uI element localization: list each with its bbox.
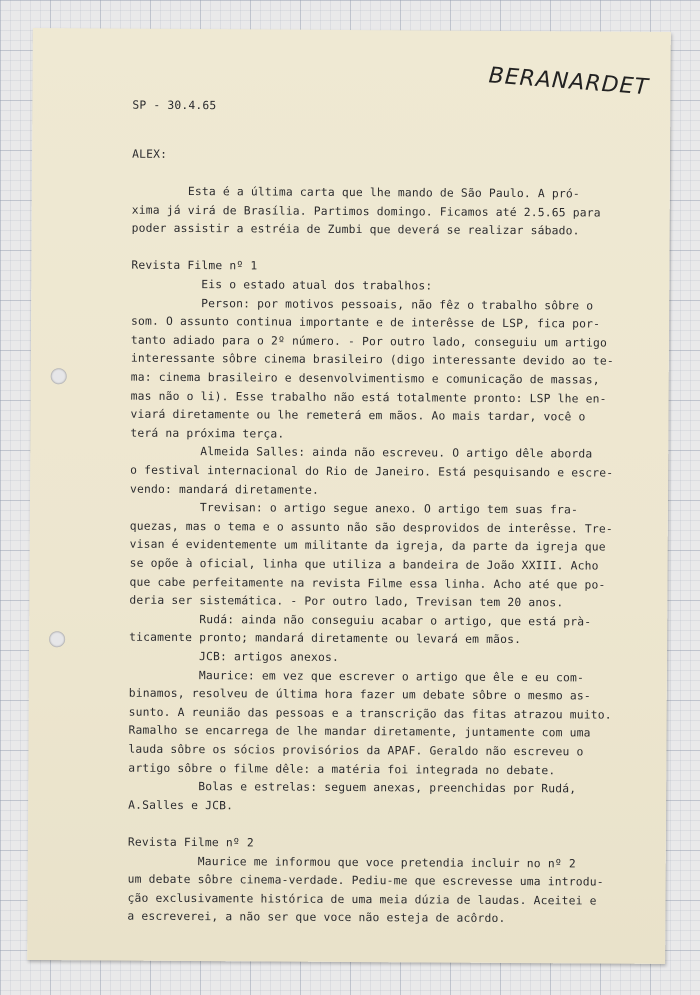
letter-line: mas não o li). Esse trabalho não está totalmente pronto: LSP lhe en- (130, 389, 607, 406)
letter-line: Bolas e estrelas: seguem anexas, preenchidas por Rudá, (128, 779, 577, 796)
letter-line: Revista Filme nº 2 (127, 835, 254, 850)
letter-line: Trevisan: o artigo segue anexo. O artigo tem suas fra- (129, 500, 579, 517)
letter-line: deria ser sistemática. - Por outro lado, Trevisan tem 20 anos. (129, 593, 564, 610)
letter-line: Maurice: em vez que escrever o artigo que êle e eu com- (128, 668, 585, 685)
letter-page (27, 28, 671, 964)
letter-line: Esta é a última carta que lhe mando de São Paulo. A pró- (131, 184, 580, 201)
letter-line: um debate sôbre cinema-verdade. Pediu-me que escrevesse uma introdu- (127, 872, 604, 889)
letter-line: viará diretamente ou lhe remeterá em mãos. Ao mais tardar, você o (130, 407, 586, 424)
letter-line: xima já virá de Brasília. Partimos domingo. Ficamos até 2.5.65 para (131, 203, 601, 220)
letter-line: JCB: artigos anexos. (128, 649, 340, 664)
letter-line: poder assistir a estréia de Zumbi que deverá se realizar sábado. (131, 221, 580, 238)
letter-line: binamos, resolveu de última hora fazer um debate sôbre o mesmo as- (128, 686, 591, 703)
letter-line: lauda sôbre os sócios provisórios da APAF. Geraldo não escreveu o (128, 742, 584, 759)
letter-line: a escreverei, a não ser que voce não esteja de acôrdo. (127, 910, 506, 926)
letter-line: artigo sôbre o filme dêle: a matéria foi integrada no debate. (128, 761, 556, 777)
letter-line: ção exclusivamente histórica de uma meia dúzia de laudas. Aceitei e (127, 891, 597, 908)
letter-line: o festival internacional do Rio de Janeiro. Está pesquisando e escre- (130, 463, 614, 480)
letter-line: sunto. A reunião das pessoas e a transcrição das fitas atrazou muito. (128, 705, 612, 722)
letter-line: Almeida Salles: ainda não escreveu. O artigo dêle aborda (130, 445, 593, 461)
letter-line: som. O assunto continua importante e de interêsse de LSP, fica por- (131, 314, 601, 331)
letter-date: SP - 30.4.65 (132, 98, 217, 113)
letter-line: se opõe à oficial, linha que utiliza a bandeira de João XXIII. Acho (129, 556, 599, 573)
letter-line: interessante sôbre cinema brasileiro (digo interessante devido ao te- (130, 352, 614, 369)
letter-line: tanto adiado para o 2º número. - Por outro lado, conseguiu um artigo (130, 333, 608, 350)
letter-salutation: ALEX: (132, 147, 168, 161)
handwritten-signature: BERANARDET (487, 63, 650, 101)
punch-hole (51, 368, 67, 384)
letter-line: ticamente pronto; mandará diretamente ou levará em mãos. (129, 631, 522, 647)
letter-line: quezas, mas o tema e o assunto não são desprovidos de interêsse. Tre- (129, 519, 613, 536)
letter-line: visan é evidentemente um militante da igreja, da parte da igreja que (129, 538, 606, 554)
letter-line: que cabe perfeitamente na revista Filme essa linha. Acho até que po- (129, 575, 606, 592)
letter-body (127, 29, 673, 926)
letter-line: ma: cinema brasileiro e desenvolvimentismo e comunicação de massas, (130, 370, 600, 387)
punch-hole (49, 631, 65, 647)
letter-line: Person: por motivos pessoais, não fêz o trabalho sôbre o (131, 296, 594, 313)
letter-line: Revista Filme nº 1 (131, 259, 258, 273)
letter-line: Maurice me informou que voce pretendia incluir no nº 2 (127, 854, 576, 870)
letter-line: A.Salles e JCB. (128, 798, 234, 813)
letter-line: vendo: mandará diretamente. (130, 482, 320, 497)
letter-line: terá na próxima terça. (130, 426, 285, 441)
letter-line: Ramalho se encarrega de lhe mandar diretamente, juntamente com uma (128, 724, 591, 740)
letter-line: Rudá: ainda não conseguiu acabar o artigo, que está prà- (129, 612, 592, 629)
letter-line: Eis o estado atual dos trabalhos: (131, 277, 433, 293)
